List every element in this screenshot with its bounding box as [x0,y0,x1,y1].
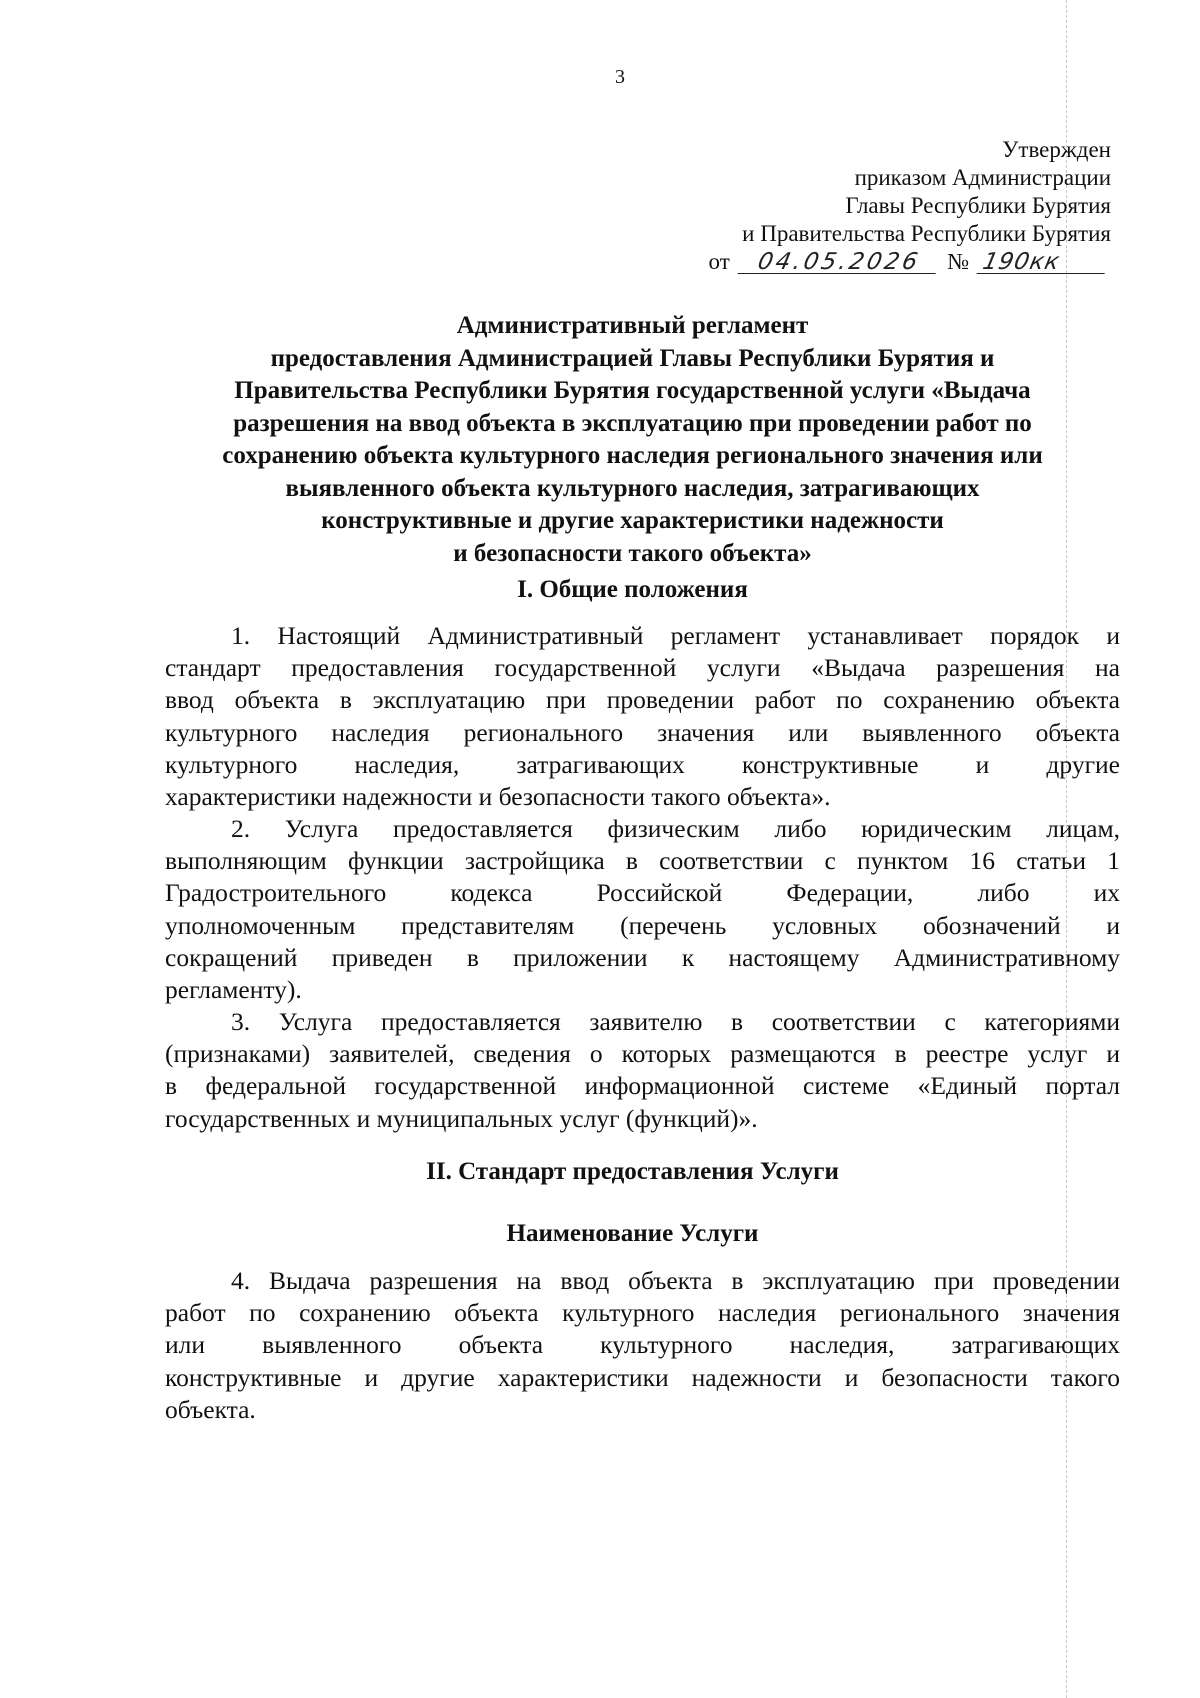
paragraph-line: культурного наследия регионального значения или выявленного объекта [165,717,1120,747]
paragraph-line: 4. Выдача разрешения на ввод объекта в эксплуатацию при проведении [231,1266,1120,1295]
title-line: Правительства Республики Бурятия государственной услуги «Выдача [234,377,1031,404]
page-number: 3 [615,66,625,88]
paragraph-2 [165,813,1120,1006]
title-line: и безопасности такого объекта» [453,539,812,567]
paragraph-3 [165,1006,1120,1135]
paragraph-line: или выявленного объекта культурного наследия, затрагивающих [165,1330,1120,1360]
paragraph-4 [165,1265,1120,1426]
paragraph-line: Градостроительного кодекса Российской Федерации, либо их [165,878,1120,908]
paragraph-line: сокращений приведен в приложении к настоящему Административному [165,942,1120,972]
paragraph-line: в федеральной государственной информационной системе «Единый портал [165,1071,1120,1101]
approval-line-1: Утвержден [1002,137,1111,162]
title-line: конструктивные и другие характеристики надежности [321,507,944,534]
paragraph-line: регламенту). [165,975,302,1005]
handwritten-date: 04.05.2026 [737,251,940,274]
paragraph-line: характеристики надежности и безопасности такого объекта». [165,782,831,812]
title-line: Административный регламент [456,312,809,339]
paragraph-line: государственных и муниципальных услуг (функций)». [165,1103,758,1133]
section-2-heading: II. Стандарт предоставления Услуги [426,1158,839,1185]
approval-stamp-block [709,136,1111,276]
paragraph-line: уполномоченным представителям (перечень условных обозначений и [165,910,1120,940]
paragraph-1 [165,620,1120,813]
title-line: разрешения на ввод объекта в эксплуатацию при проведении работ по [233,409,1032,437]
handwritten-order-number: 190кк [977,251,1110,274]
paragraph-line: ввод объекта в эксплуатацию при проведении работ по сохранению объекта [165,685,1120,715]
paragraph-line: стандарт предоставления государственной услуги «Выдача разрешения на [165,653,1120,683]
document-title [165,310,1100,570]
paragraph-line: работ по сохранению объекта культурного наследия регионального значения [165,1298,1120,1328]
approval-line-4: и Правительства Республики Бурятия [742,221,1111,246]
section-1-heading: I. Общие положения [517,576,748,603]
paragraph-line: 1. Настоящий Административный регламент устанавливает порядок и [231,621,1120,650]
approval-line-2: приказом Администрации [854,165,1111,190]
paragraph-line: конструктивные и другие характеристики надежности и безопасности такого [165,1362,1120,1392]
number-sign: № [947,249,970,274]
date-prefix: от [708,249,730,274]
title-line: выявленного объекта культурного наследия, затрагивающих [285,474,980,502]
paragraph-line: культурного наследия, затрагивающих конструктивные и другие [165,749,1120,779]
paragraph-line: объекта. [165,1394,256,1424]
approval-date-line [709,248,1111,276]
approval-line-3: Главы Республики Бурятия [845,193,1111,218]
title-line: сохранению объекта культурного наследия регионального значения или [222,442,1043,469]
paragraph-line: 3. Услуга предоставляется заявителю в соответствии с категориями [231,1007,1120,1036]
paragraph-line: выполняющим функции застройщика в соответствии с пунктом 16 статьи 1 [165,846,1120,876]
section-2-subheading: Наименование Услуги [506,1220,759,1247]
title-line: предоставления Администрацией Главы Республики Бурятия и [270,344,995,372]
paragraph-line: (признаками) заявителей, сведения о которых размещаются в реестре услуг и [165,1039,1120,1069]
paragraph-line: 2. Услуга предоставляется физическим либо юридическим лицам, [231,814,1120,843]
